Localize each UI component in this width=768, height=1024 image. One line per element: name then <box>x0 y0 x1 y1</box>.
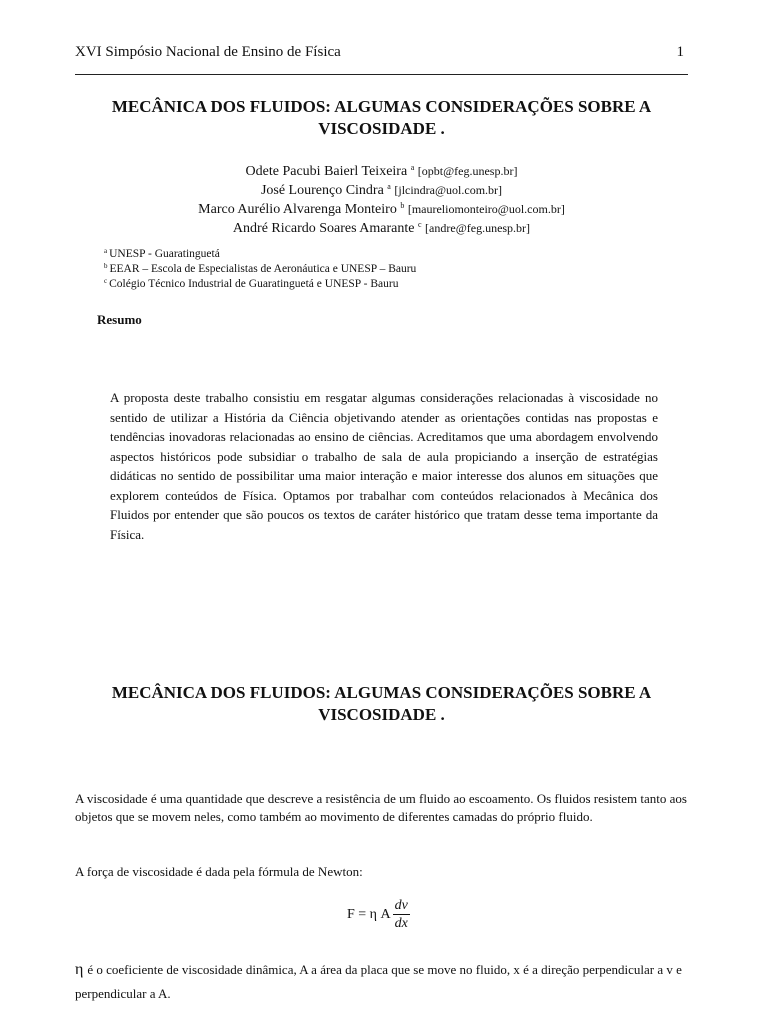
newton-viscosity-formula <box>347 898 410 932</box>
author-line <box>75 219 688 238</box>
body-paragraph: A viscosidade é uma quantidade que descreve a resistência de um fluido ao escoamento. Os fluidos resistem tanto aos objetos que se movem neles, como também ao movimento de diferentes camadas do próprio fluido. <box>75 791 687 824</box>
author-line <box>75 200 688 219</box>
author-name: André Ricardo Soares Amarante <box>232 221 415 236</box>
affiliation-key: c <box>104 277 108 285</box>
author-affil-mark: a <box>387 182 391 191</box>
abstract-heading: Resumo <box>97 312 142 327</box>
author-affil-mark: b <box>400 201 405 210</box>
author-email: [maureliomonteiro@uol.com.br] <box>407 202 565 216</box>
affiliation-key: b <box>104 262 108 270</box>
paper-title: MECÂNICA DOS FLUIDOS: ALGUMAS CONSIDERAÇÕES SOBRE A VISCOSIDADE . <box>111 97 652 138</box>
affiliation-text: EEAR – Escola de Especialistas de Aeronáutica e UNESP – Bauru <box>109 263 417 275</box>
formula-fraction <box>393 898 410 932</box>
affiliation-text: UNESP - Guaratinguetá <box>109 248 220 260</box>
formula-lhs: F = η A <box>347 907 391 922</box>
affiliation-key: a <box>104 247 108 255</box>
author-email: [jlcindra@uol.com.br] <box>394 183 503 197</box>
author-line <box>75 181 688 200</box>
affiliation-line <box>104 277 416 292</box>
author-list <box>75 162 688 238</box>
formula-denominator: dx <box>394 916 408 931</box>
affiliation-text: Colégio Técnico Industrial de Guaratinguetá e UNESP - Bauru <box>109 278 399 290</box>
body-paragraph <box>75 958 690 1006</box>
author-name: Marco Aurélio Alvarenga Monteiro <box>198 202 397 217</box>
author-name: José Lourenço Cindra <box>260 183 384 198</box>
author-affil-mark: c <box>417 220 422 229</box>
running-header: XVI Simpósio Nacional de Ensino de Física <box>75 44 341 60</box>
formula-numerator: dv <box>394 898 408 913</box>
body-paragraph: A força de viscosidade é dada pela fórmula de Newton: <box>75 864 363 879</box>
page-number: 1 <box>676 44 684 60</box>
affiliation-list <box>104 247 416 292</box>
header-rule <box>75 74 688 75</box>
author-email: [andre@feg.unesp.br] <box>425 221 531 235</box>
author-name: Odete Pacubi Baierl Teixeira <box>245 164 408 179</box>
eta-symbol: η <box>75 961 84 978</box>
author-email: [opbt@feg.unesp.br] <box>417 164 518 178</box>
affiliation-line <box>104 262 416 277</box>
affiliation-line <box>104 247 416 262</box>
author-line <box>75 162 688 181</box>
section-title: MECÂNICA DOS FLUIDOS: ALGUMAS CONSIDERAÇÕES SOBRE A VISCOSIDADE . <box>111 683 652 724</box>
abstract-text: A proposta deste trabalho consistiu em resgatar algumas considerações relacionadas à viscosidade no sentido de utilizar a História da Ciência objetivando atender as orientações contidas nas propostas e tendências inovadoras relacionadas ao ensino de ciências. Acreditamos que uma abordagem envolvendo aspectos históricos pode subsidiar o trabalho de sala de aula propiciando a inserção de estratégias didáticas no sentido de possibilitar uma maior interação e maior interesse dos alunos em situações que explorem conteúdos de Física. Optamos por trabalhar com conteúdos relacionados à Mecânica dos Fluidos por entender que são poucos os textos de caráter histórico que tratam desse tema importante da Física. <box>110 390 658 542</box>
eta-description: é o coeficiente de viscosidade dinâmica, A a área da placa que se move no fluido, x é a direção perpendicular a v e perpendicular a A. <box>75 962 682 1001</box>
author-affil-mark: a <box>410 163 415 172</box>
